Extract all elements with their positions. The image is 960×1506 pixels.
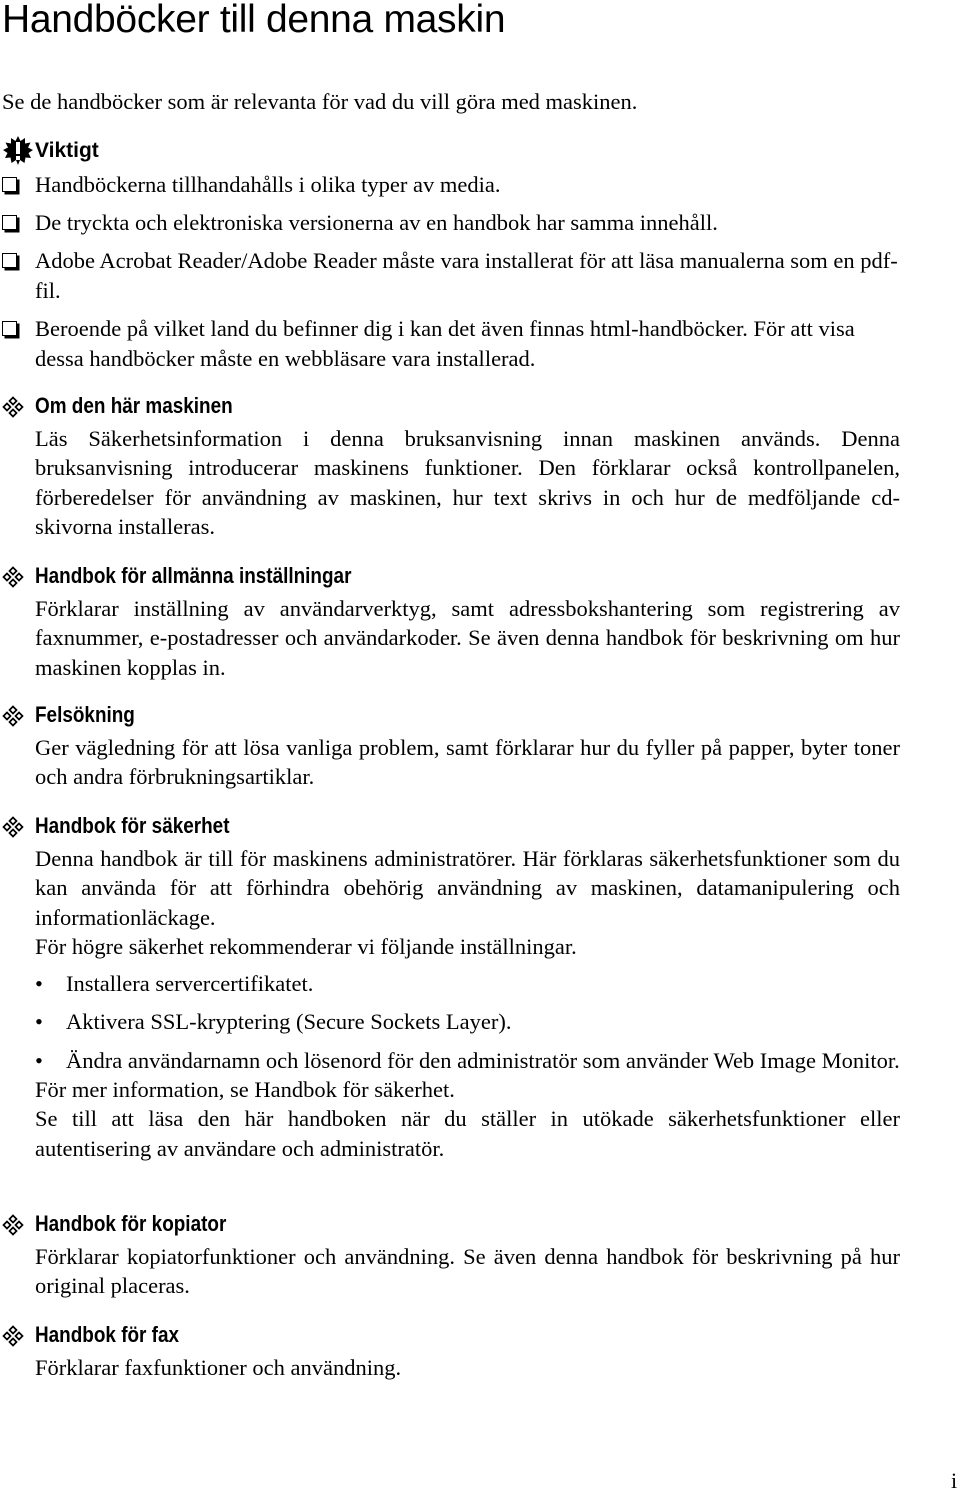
section-paragraph: Se till att läsa den här handboken när du ställer in utökade säkerhetsfunktioner eller autentisering av användare och administratör.: [35, 1106, 900, 1161]
section-paragraph: Ger vägledning för att lösa vanliga problem, samt förklarar hur du fyller på papper, byter toner och andra förbrukningsartiklar.: [35, 735, 900, 790]
section-copier: [0, 1208, 900, 1301]
section-fax: [0, 1319, 900, 1382]
important-checklist: [0, 170, 900, 382]
bullet-item: • Aktivera SSL-kryptering (Secure Sockets Layer).: [35, 1007, 900, 1036]
checkbox-icon: [2, 177, 17, 192]
checklist-item-text: Handböckerna tillhandahålls i olika typer av media.: [35, 172, 501, 197]
diamond-bullet-icon: [2, 1214, 24, 1236]
important-note-heading: [2, 136, 99, 166]
section-title: Felsökning: [35, 702, 135, 727]
section-paragraph: Förklarar inställning av användarverktyg, samt adressbokshantering som registrering av faxnummer, e-postadresser och användarkoder. Se även denna handbok för beskrivning om hur maskinen kopplas in.: [35, 596, 900, 680]
section-paragraph: Denna handbok är till för maskinens administratörer. Här förklaras säkerhetsfunktioner som du kan använda för att förhindra obehörig användning av maskinen, datamanipulering och informationläckage.: [35, 846, 900, 930]
checkbox-icon: [2, 215, 17, 230]
page-number: i: [951, 1468, 958, 1493]
checklist-item: [0, 314, 900, 374]
section-security: [0, 810, 900, 1163]
diamond-bullet-icon: [2, 705, 24, 727]
section-paragraph: Läs Säkerhetsinformation i denna bruksanvisning innan maskinen används. Denna bruksanvisning introducerar maskinens funktioner. Den förklarar också kontrollpanelen, förberedelser för användning av maskinen, hur text skrivs in och hur de medföljande cd-skivorna installeras.: [35, 426, 900, 539]
checklist-item: [0, 246, 900, 306]
section-about-machine: [0, 390, 900, 541]
checklist-item: [0, 170, 900, 200]
section-title: Handbok för allmänna inställningar: [35, 563, 352, 588]
checkbox-icon: [2, 321, 17, 336]
section-general-settings: [0, 560, 900, 682]
section-paragraph: För mer information, se Handbok för säkerhet.: [35, 1077, 455, 1103]
checklist-item-text: Adobe Acrobat Reader/Adobe Reader måste vara installerat för att läsa manualerna som en pdf-fil.: [35, 248, 898, 303]
page-title: Handböcker till denna maskin: [2, 0, 506, 41]
section-paragraph: Förklarar faxfunktioner och användning.: [35, 1355, 402, 1380]
diamond-bullet-icon: [2, 816, 24, 838]
section-title: Om den här maskinen: [35, 393, 233, 418]
checklist-item-text: Beroende på vilket land du befinner dig i kan det även finnas html-handböcker. För att visa dessa handböcker måste en webbläsare vara installerad.: [35, 316, 855, 371]
important-icon: [2, 136, 34, 166]
diamond-bullet-icon: [2, 396, 24, 418]
section-title: Handbok för fax: [35, 1322, 180, 1347]
section-title: Handbok för kopiator: [35, 1211, 227, 1236]
checklist-item-text: De tryckta och elektroniska versionerna av en handbok har samma innehåll.: [35, 210, 718, 235]
bullet-item: • Installera servercertifikatet.: [35, 969, 900, 998]
security-bullet-list: [35, 969, 900, 1075]
section-paragraph: För högre säkerhet rekommenderar vi följande inställningar.: [35, 933, 577, 959]
diamond-bullet-icon: [2, 1325, 24, 1347]
section-troubleshooting: [0, 699, 900, 792]
section-paragraph: Förklarar kopiatorfunktioner och användning. Se även denna handbok för beskrivning på hur original placeras.: [35, 1244, 900, 1299]
bullet-item: • Ändra användarnamn och lösenord för den administratör som använder Web Image Monitor.: [35, 1046, 900, 1075]
checklist-item: [0, 208, 900, 238]
section-title: Handbok för säkerhet: [35, 813, 230, 838]
important-label: Viktigt: [35, 139, 99, 162]
intro-text: Se de handböcker som är relevanta för vad du vill göra med maskinen.: [2, 89, 638, 114]
diamond-bullet-icon: [2, 566, 24, 588]
checkbox-icon: [2, 253, 17, 268]
